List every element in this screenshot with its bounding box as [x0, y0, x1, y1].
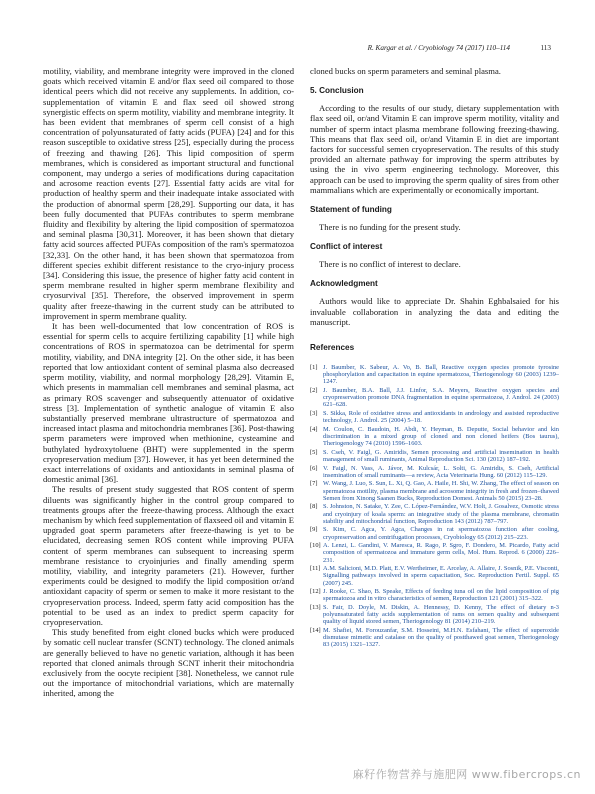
reference-item: [310, 465, 559, 479]
section-heading-acknowledgment: Acknowledgment: [310, 279, 378, 289]
watermark: 麻籽作物营养与施肥网 www.fibercrops.cn: [352, 768, 581, 781]
reference-item: [310, 364, 559, 386]
section-heading-funding: Statement of funding: [310, 205, 392, 215]
funding-text: There is no funding for the present study.: [319, 222, 461, 233]
reference-number: [9]: [310, 526, 318, 534]
reference-text[interactable]: J. Baumber, K. Sabeur, A. Vo, B. Ball, Reactive oxygen species promote tyrosine phosphorylation and capacitation in equine spermatozoa, Theriogenology 60 (2003) 1239–1247.: [323, 364, 559, 386]
reference-text[interactable]: J. Rooke, C. Shao, B. Speake, Effects of feeding tuna oil on the lipid composition of pig spermatozoa and in vitro characteristics of semen, Reproduction 121 (2001) 315–322.: [323, 588, 559, 603]
reference-item: [310, 503, 559, 525]
reference-text[interactable]: W. Wang, J. Luo, S. Sun, L. Xi, Q. Gao, A. Haile, H. Shi, W. Zhang, The effect of season on spermatozoa motility, plasma membrane and acrosome integrity in fresh and frozen–thawed Semen from Xinong Saanen Bucks, Reproduction Domest. Animals 50 (2015) 23–28.: [323, 480, 559, 502]
reference-number: [3]: [310, 410, 318, 418]
body-paragraph: cloned bucks on sperm parameters and seminal plasma.: [310, 66, 501, 76]
reference-text[interactable]: A.M. Salicioni, M.D. Platt, E.V. Wertheimer, E. Arcelay, A. Allaire, J. Sosnik, P.E. Visconti, Signalling pathways involved in sperm capacitation, Soc. Reproduction Fertil. Suppl. 65 (2007) 245.: [323, 565, 559, 587]
section-heading-references: References: [310, 343, 355, 353]
left-column: [43, 66, 294, 699]
reference-number: [12]: [310, 588, 321, 596]
reference-text[interactable]: S. Johnston, N. Satake, Y. Zee, C. López-Fernández, W.V. Holt, J. Gosalvez, Osmotic stress and cryoinjury of koala sperm: an integrative study of the plasma membrane, chromatin stability and mitochondrial function, Reproduction 143 (2012) 787–797.: [323, 503, 559, 525]
reference-text[interactable]: S. Cseh, V. Faigl, G. Amiridis, Semen processing and artificial insemination in health management of small ruminants, Animal Reproduction Sci. 130 (2012) 187–192.: [323, 448, 559, 464]
reference-item: [310, 526, 559, 540]
section-heading-conclusion: 5. Conclusion: [310, 86, 364, 96]
section-heading-conflict: Conflict of interest: [310, 242, 383, 252]
reference-number: [1]: [310, 364, 318, 372]
body-paragraph: This study benefited from eight cloned bucks which were produced by somatic cell nuclear transfer (SCNT) technology. The cloned animals are generally believed to have no genetic variation, although it has been reported that cloned animals through SCNT inherit their mitochondria exclusively from the oocyte recipient [38]. Nonetheless, we cannot rule out the importance of mitochondrial variations, which are maternally inherited, among the: [43, 627, 294, 699]
conclusion-text: According to the results of our study, dietary supplementation with flax seed oil, or/and Vitamin E can improve sperm motility, vitality and number of sperm intact plasma membrane following freezing-thawing. This means that flax seed oil, or/and Vitamin E in diet are important factors for successful semen cryopreservation. The results of this study provided an alternate pathway for improving the sperm attributes by using the in vivo sperm engineering technology. Moreover, this approach can be used to improving the sperm quality of sires from other mammalians which are experimentally or economically important.: [310, 103, 559, 195]
reference-number: [7]: [310, 480, 318, 488]
reference-item: [310, 387, 559, 409]
reference-item: [310, 627, 559, 649]
running-title: R. Kargar et al. / Cryobiology 74 (2017) 110–114: [367, 44, 510, 52]
reference-text[interactable]: V. Faigl, N. Vass, A. Jávor, M. Kulcsár, L. Solti, G. Amiridis, S. Cseh, Artificial insemination of small ruminants—a review, Acta Veterinaria Hung. 60 (2012) 115–129.: [323, 464, 559, 479]
reference-number: [13]: [310, 604, 321, 612]
right-column: [310, 66, 559, 650]
acknowledgment-text: Authors would like to appreciate Dr. Shahin Eghbalsaied for his invaluable collaboration in analyzing the data and editing the manuscript.: [310, 296, 559, 327]
reference-item: [310, 588, 559, 602]
reference-number: [5]: [310, 448, 318, 456]
reference-item: [310, 542, 559, 564]
reference-item: [310, 565, 559, 587]
reference-text[interactable]: S. Kim, C. Agca, Y. Agca, Changes in rat spermatozoa function after cooling, cryopreservation and centrifugation processes, Cryobiology 65 (2012) 215–223.: [323, 526, 559, 541]
reference-text[interactable]: M. Coulon, C. Baudoin, H. Abdi, Y. Heyman, B. Deputte, Social behavior and kin discrimination in a mixed group of cloned and non cloned heifers (Bos taurus), Theriogenology 74 (2010) 1596–1603.: [323, 425, 559, 448]
reference-text[interactable]: S. Sikka, Role of oxidative stress and antioxidants in andrology and assisted reproductive technology, J. Androl. 25 (2004) 5–18.: [323, 410, 559, 425]
body-paragraph: The results of present study suggested that ROS content of sperm diluents was significantly higher in the control group compared to treatments groups after the freeze-thawing process. Although the exact mechanism by which feed supplementation of flaxseed oil and vitamin E upgraded goat sperm parameters after freeze-thawing is yet to be elucidated, decreasing semen ROS content while improving PUFA content of sperm membranes can subsequent to increasing sperm membrane resistance to cryoinjuries and finally amending sperm motility, viability, and integrity parameters (21). However, further experiments could be designed to modify the lipid composition or/and antioxidant capacity of sperm or semen to make it more resistant to the cryopreservation process. Indeed, sperm fatty acid composition has the potential to be used as an index to predict sperm capacity for cryopreservation.: [43, 484, 294, 627]
reference-item: [310, 449, 559, 463]
reference-text[interactable]: J. Baumber, B.A. Ball, J.J. Linfor, S.A. Meyers, Reactive oxygen species and cryopreservation promote DNA fragmentation in equine spermatozoa, J. Androl. 24 (2003) 621–628.: [323, 387, 559, 409]
reference-text[interactable]: M. Shafiei, M. Forouzanfar, S.M. Hosseini, M.H.N. Esfahani, The effect of superoxide dismutase mimetic and catalase on the quality of postthawed goat semen, Theriogenology 83 (2015) 1321–1327.: [323, 627, 559, 649]
reference-number: [10]: [310, 542, 321, 550]
body-paragraph: motility, viability, and membrane integrity were improved in the cloned goats which received vitamin E and/or flax seed oil compared to those identical peers which did not receive any supplements. In addition, co-supplementation of vitamin E and flax seed oil showed strong synergistic effects on sperm motility, viability and membrane integrity. It has been evident that membranes of sperm cell consist of a high concentration of polyunsaturated of fatty acids (PUFA) [24] and for this reason susceptible to oxidative stress [25], especially during the process of freezing and thawing [26]. This lipid composition of sperm membranes, which is considered as important structural and functional component, may undergo a series of modifications during capacitation and acrosome reaction events [27]. Essential fatty acids are vital for production of healthy sperm and their inadequate intake associated with the production of abnormal sperm [28,29]. Supporting our data, it has been fully documented that PUFAs contributes to sperm membrane fluidity and flexibility by altering the lipid composition of spermatozoa and seminal plasma [30,31]. Moreover, it has been shown that dietary fatty acid sources affected PUFAs composition of the ram's spermatozoa [32,33]. On the other hand, it has been shown that spermatozoa from different species exhibit different resistance to the cryo-injury process [34]. Considering this issue, the presence of higher fatty acid content in sperm membrane resulted in higher sperm membrane flexibility and cryosurvival [35]. Therefore, the observed improvement in sperm quality after freeze-thawing in the current study can be attributed to improvement in sperm membrane quality.: [43, 66, 294, 321]
reference-number: [6]: [310, 464, 318, 472]
body-paragraph: It has been well-documented that low concentration of ROS is essential for sperm cells to acquire fertilizing capability [1] while high concentrations of ROS in spermatozoa can be detrimental for sperm motility, viability, and DNA integrity [2]. On the other side, it has been reported that low antioxidant content of seminal plasma also decreased sperm motility, viability, and normal morphology [28,29]. Vitamin E, which presents in mammalian cell membranes and seminal plasma, act as primary ROS scavenger and subsequently attenuator of oxidative stress [3]. Implementation of synthetic analogue of vitamin E also substantially preserved membrane ultrastructure of spermatozoa and increased intact plasma and mitochondria membranes [36]. Post-thawing sperm parameters were improved when methionine, cysteamine and buthylated hydroxytoluene (BHT) were supplemented in the sperm cryopreservation medium [37]. However, it has yet been determined the exact interrelations of oxidants and antioxidants in seminal plasma of domestic animal [36].: [43, 321, 294, 485]
reference-item: [310, 410, 559, 424]
running-head: [0, 44, 595, 58]
reference-number: [14]: [310, 627, 321, 635]
page-number: 113: [540, 44, 551, 52]
reference-number: [2]: [310, 387, 318, 395]
reference-list: [310, 364, 559, 649]
reference-number: [4]: [310, 425, 318, 433]
reference-number: [8]: [310, 503, 318, 511]
reference-item: [310, 426, 559, 448]
reference-item: [310, 604, 559, 626]
reference-number: [11]: [310, 565, 321, 573]
reference-item: [310, 480, 559, 502]
reference-text[interactable]: A. Lenzi, L. Gandini, V. Maresca, R. Rago, P. Sgro, F. Dondero, M. Picardo, Fatty acid composition of spermatozoa and immature germ cells, Mol. Hum. Reprod. 6 (2000) 226–231.: [323, 542, 559, 564]
conflict-text: There is no conflict of interest to declare.: [319, 259, 461, 270]
reference-text[interactable]: S. Fair, D. Doyle, M. Diskin, A. Hennessy, D. Kenny, The effect of dietary n-3 polyunsaturated fatty acids supplementation of rams on semen quality and subsequent quality of liquid stored semen, Theriogenology 81 (2014) 210–219.: [323, 604, 559, 626]
